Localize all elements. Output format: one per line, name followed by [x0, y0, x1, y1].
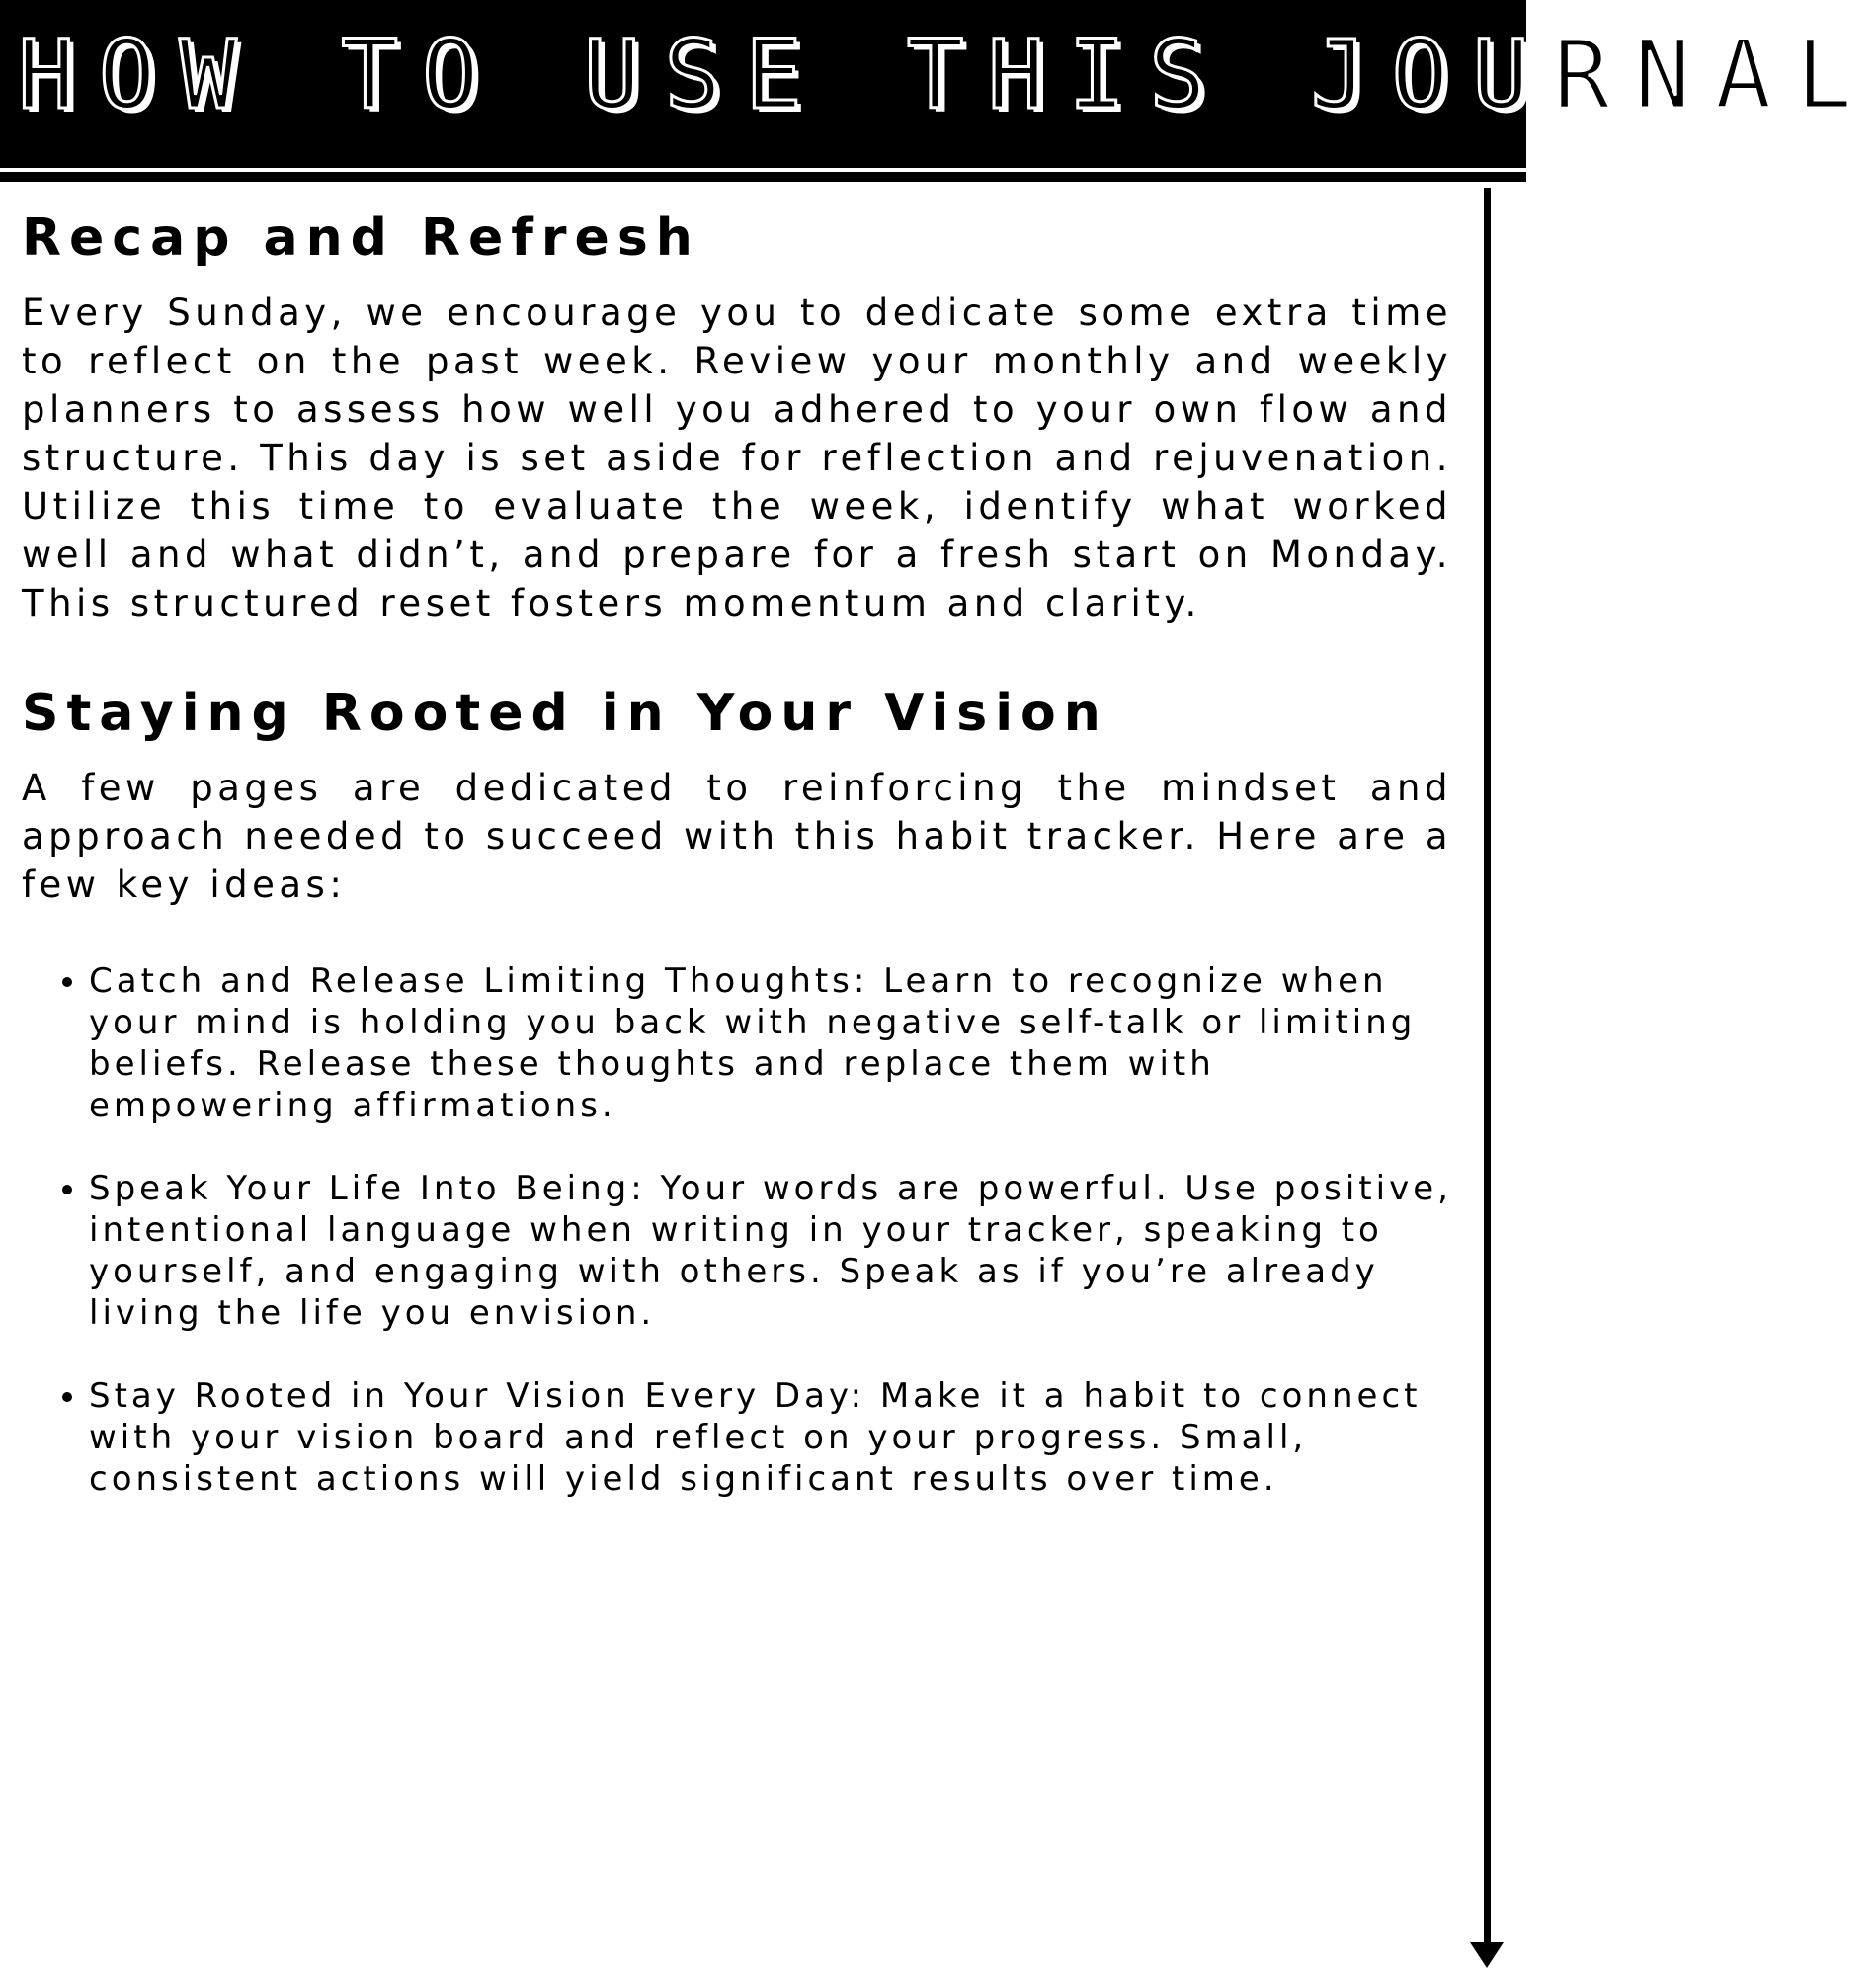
main-content — [22, 206, 1452, 1541]
section-body-vision: A few pages are dedicated to reinforcing the mindset and approach needed to succeed with this habit tracker. Here are a few key ideas: — [22, 767, 1452, 906]
page-title: HOW TO USE THIS JOURNAL — [18, 20, 1876, 130]
arrow-line — [1484, 188, 1491, 1946]
list-item: • Speak Your Life Into Being: Your words are powerful. Use positive, intentional language when writing in your tracker, speaking to yourself, and engaging with others. Speak as if you’re already living the life you envision. — [89, 1168, 1452, 1334]
section-heading-vision: Staying Rooted in Your Vision — [22, 684, 1108, 743]
header-divider — [0, 172, 1526, 182]
list-item: • Stay Rooted in Your Vision Every Day: Make it a habit to connect with your vision board and reflect on your progress. Small, consistent actions will yield significant results over time. — [89, 1375, 1452, 1500]
section-body-recap: Every Sunday, we encourage you to dedicate some extra time to reflect on the past week. Review your monthly and weekly planners to assess how well you adhered to your own flow and structure. This day is set aside for reflection and rejuvenation. Utilize this time to evaluate the week, identify what worked well and what didn’t, and prepare for a fresh start on Monday. This structured reset fosters momentum and clarity. — [22, 291, 1452, 624]
section-heading-recap: Recap and Refresh — [22, 208, 700, 268]
key-ideas-list — [22, 960, 1452, 1500]
list-item: • Catch and Release Limiting Thoughts: Learn to recognize when your mind is holding you back with negative self-talk or limiting beliefs. Release these thoughts and replace them with empowering affirmations. — [89, 960, 1452, 1126]
header-band — [0, 0, 1876, 168]
arrow-down-icon — [1470, 1942, 1504, 1968]
